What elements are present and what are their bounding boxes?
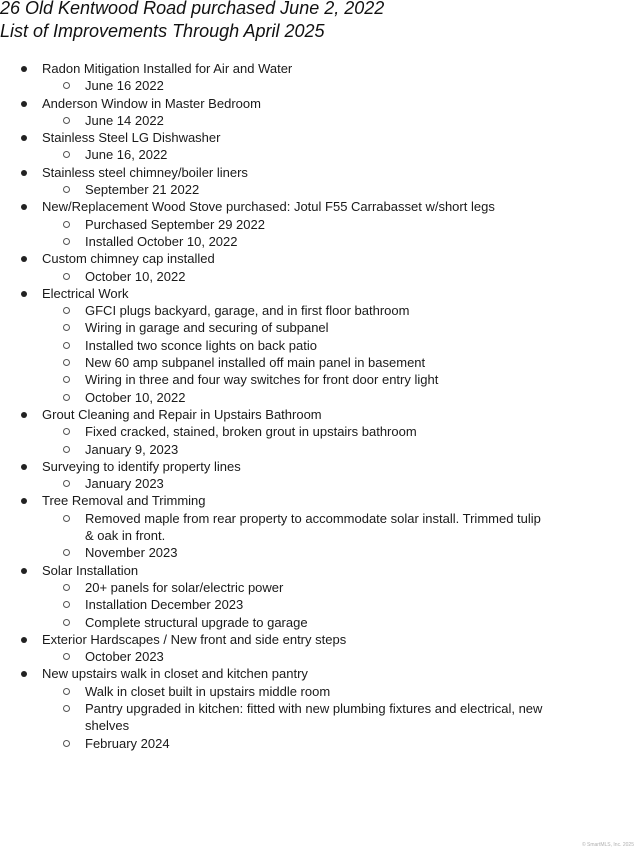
- sub-list: [0, 423, 640, 458]
- list-item-label: Anderson Window in Master Bedroom: [42, 95, 261, 111]
- sub-list-item: [0, 475, 550, 492]
- sub-list-item: [0, 354, 550, 371]
- hollow-bullet-icon: [63, 186, 70, 193]
- sub-list-item: [0, 77, 550, 94]
- list-item-label: Exterior Hardscapes / New front and side entry steps: [42, 631, 347, 647]
- sub-list-item: [0, 683, 550, 700]
- list-item-row: [0, 164, 640, 181]
- sub-list-item: [0, 319, 550, 336]
- list-item: [0, 665, 640, 751]
- hollow-bullet-icon: [63, 515, 70, 522]
- sub-list-item: [0, 735, 550, 752]
- sub-list-item-label: Pantry upgraded in kitchen: fitted with new plumbing fixtures and electrical, new shelves: [85, 700, 543, 734]
- bullet-icon: [21, 170, 27, 176]
- sub-list-item-label: Installed October 10, 2022: [85, 233, 238, 249]
- list-item-row: [0, 631, 640, 648]
- sub-list-item: [0, 233, 550, 250]
- sub-list-item-label: January 2023: [85, 476, 164, 492]
- sub-list: [0, 181, 640, 198]
- hollow-bullet-icon: [63, 82, 70, 89]
- bullet-icon: [21, 568, 27, 574]
- list-item: [0, 129, 640, 164]
- sub-list-item-label: January 9, 2023: [85, 441, 179, 457]
- list-item: [0, 60, 640, 95]
- bullet-icon: [21, 637, 27, 643]
- list-item: [0, 250, 640, 285]
- sub-list-item: [0, 337, 550, 354]
- sub-list: [0, 475, 640, 492]
- list-item-row: [0, 406, 640, 423]
- hollow-bullet-icon: [63, 307, 70, 314]
- list-item: [0, 458, 640, 493]
- sub-list: [0, 648, 640, 665]
- hollow-bullet-icon: [63, 584, 70, 591]
- sub-list-item-label: June 16 2022: [85, 78, 164, 94]
- bullet-icon: [21, 412, 27, 418]
- sub-list: [0, 510, 640, 562]
- watermark: © SmartMLS, Inc. 2025: [581, 842, 634, 848]
- list-item-label: Radon Mitigation Installed for Air and Water: [42, 61, 293, 76]
- sub-list-item-label: October 10, 2022: [85, 268, 186, 284]
- sub-list: [0, 77, 640, 94]
- list-item-label: Tree Removal and Trimming: [42, 493, 206, 509]
- list-item: [0, 562, 640, 631]
- list-item: [0, 492, 640, 561]
- list-item-label: Solar Installation: [42, 562, 139, 578]
- sub-list-item: [0, 181, 550, 198]
- hollow-bullet-icon: [63, 394, 70, 401]
- sub-list: [0, 579, 640, 631]
- sub-list-item-label: Installed two sconce lights on back patio: [85, 337, 317, 353]
- list-item-row: [0, 492, 640, 509]
- sub-list-item-label: Wiring in three and four way switches for front door entry light: [85, 372, 439, 388]
- sub-list-item: [0, 614, 550, 631]
- hollow-bullet-icon: [63, 653, 70, 660]
- list-item-row: [0, 60, 640, 77]
- hollow-bullet-icon: [63, 688, 70, 695]
- bullet-icon: [21, 135, 27, 141]
- sub-list-item-label: Installation December 2023: [85, 597, 244, 613]
- sub-list-item: [0, 596, 550, 613]
- improvements-list: [0, 60, 640, 752]
- sub-list: [0, 302, 640, 406]
- sub-list-item-label: New 60 amp subpanel installed off main panel in basement: [85, 355, 426, 371]
- sub-list-item: [0, 216, 550, 233]
- list-item-label: Grout Cleaning and Repair in Upstairs Bathroom: [42, 406, 322, 422]
- sub-list-item-label: Fixed cracked, stained, broken grout in upstairs bathroom: [85, 424, 417, 440]
- hollow-bullet-icon: [63, 480, 70, 487]
- sub-list-item-label: November 2023: [85, 545, 178, 561]
- sub-list-item: [0, 544, 550, 561]
- sub-list-item: [0, 579, 550, 596]
- sub-list: [0, 683, 640, 752]
- hollow-bullet-icon: [63, 740, 70, 747]
- list-item-label: New upstairs walk in closet and kitchen pantry: [42, 666, 308, 682]
- sub-list-item: [0, 441, 550, 458]
- hollow-bullet-icon: [63, 376, 70, 383]
- sub-list-item: [0, 648, 550, 665]
- sub-list: [0, 146, 640, 163]
- sub-list: [0, 268, 640, 285]
- list-item-row: [0, 198, 640, 215]
- list-item-label: Custom chimney cap installed: [42, 251, 215, 267]
- sub-list-item-label: September 21 2022: [85, 182, 200, 198]
- hollow-bullet-icon: [63, 151, 70, 158]
- sub-list-item: [0, 700, 550, 735]
- sub-list: [0, 112, 640, 129]
- list-item-row: [0, 250, 640, 267]
- document-subtitle: List of Improvements Through April 2025: [0, 21, 325, 41]
- list-item: [0, 164, 640, 199]
- list-item-row: [0, 665, 640, 682]
- list-item: [0, 406, 640, 458]
- bullet-icon: [21, 291, 27, 297]
- hollow-bullet-icon: [63, 428, 70, 435]
- sub-list-item: [0, 423, 550, 440]
- list-item: [0, 95, 640, 130]
- sub-list-item-label: Wiring in garage and securing of subpanel: [85, 320, 329, 336]
- list-item-row: [0, 562, 640, 579]
- bullet-icon: [21, 204, 27, 210]
- bullet-icon: [21, 464, 27, 470]
- hollow-bullet-icon: [63, 221, 70, 228]
- sub-list-item: [0, 112, 550, 129]
- sub-list-item-label: Complete structural upgrade to garage: [85, 614, 308, 630]
- sub-list-item-label: Purchased September 29 2022: [85, 216, 265, 232]
- sub-list-item: [0, 146, 550, 163]
- list-item-row: [0, 285, 640, 302]
- sub-list-item: [0, 510, 550, 545]
- sub-list-item: [0, 268, 550, 285]
- hollow-bullet-icon: [63, 324, 70, 331]
- list-item: [0, 285, 640, 406]
- sub-list-item: [0, 371, 550, 388]
- list-item-label: New/Replacement Wood Stove purchased: Jotul F55 Carrabasset w/short legs: [42, 199, 495, 215]
- sub-list-item-label: GFCI plugs backyard, garage, and in first floor bathroom: [85, 303, 410, 319]
- hollow-bullet-icon: [63, 619, 70, 626]
- bullet-icon: [21, 66, 27, 72]
- bullet-icon: [21, 498, 27, 504]
- hollow-bullet-icon: [63, 601, 70, 608]
- list-item-row: [0, 129, 640, 146]
- sub-list-item: [0, 302, 550, 319]
- bullet-icon: [21, 671, 27, 677]
- hollow-bullet-icon: [63, 359, 70, 366]
- sub-list-item-label: June 14 2022: [85, 112, 164, 128]
- sub-list-item-label: Walk in closet built in upstairs middle room: [85, 683, 331, 699]
- list-item: [0, 631, 640, 666]
- sub-list: [0, 216, 640, 251]
- sub-list-item-label: October 10, 2022: [85, 389, 186, 405]
- list-item-label: Stainless Steel LG Dishwasher: [42, 130, 221, 146]
- list-item: [0, 198, 640, 250]
- sub-list-item-label: Removed maple from rear property to accommodate solar install. Trimmed tulip & oak in front.: [85, 510, 541, 544]
- sub-list-item-label: February 2024: [85, 735, 170, 751]
- sub-list-item-label: June 16, 2022: [85, 147, 168, 163]
- hollow-bullet-icon: [63, 549, 70, 556]
- hollow-bullet-icon: [63, 705, 70, 712]
- hollow-bullet-icon: [63, 446, 70, 453]
- list-item-label: Stainless steel chimney/boiler liners: [42, 164, 248, 180]
- sub-list-item-label: October 2023: [85, 649, 164, 665]
- document-title: 26 Old Kentwood Road purchased June 2, 2022: [0, 0, 385, 18]
- bullet-icon: [21, 101, 27, 107]
- list-item-label: Surveying to identify property lines: [42, 458, 241, 474]
- list-item-row: [0, 95, 640, 112]
- sub-list-item: [0, 389, 550, 406]
- bullet-icon: [21, 256, 27, 262]
- hollow-bullet-icon: [63, 117, 70, 124]
- hollow-bullet-icon: [63, 342, 70, 349]
- list-item-row: [0, 458, 640, 475]
- list-item-label: Electrical Work: [42, 285, 129, 301]
- hollow-bullet-icon: [63, 273, 70, 280]
- hollow-bullet-icon: [63, 238, 70, 245]
- sub-list-item-label: 20+ panels for solar/electric power: [85, 579, 284, 595]
